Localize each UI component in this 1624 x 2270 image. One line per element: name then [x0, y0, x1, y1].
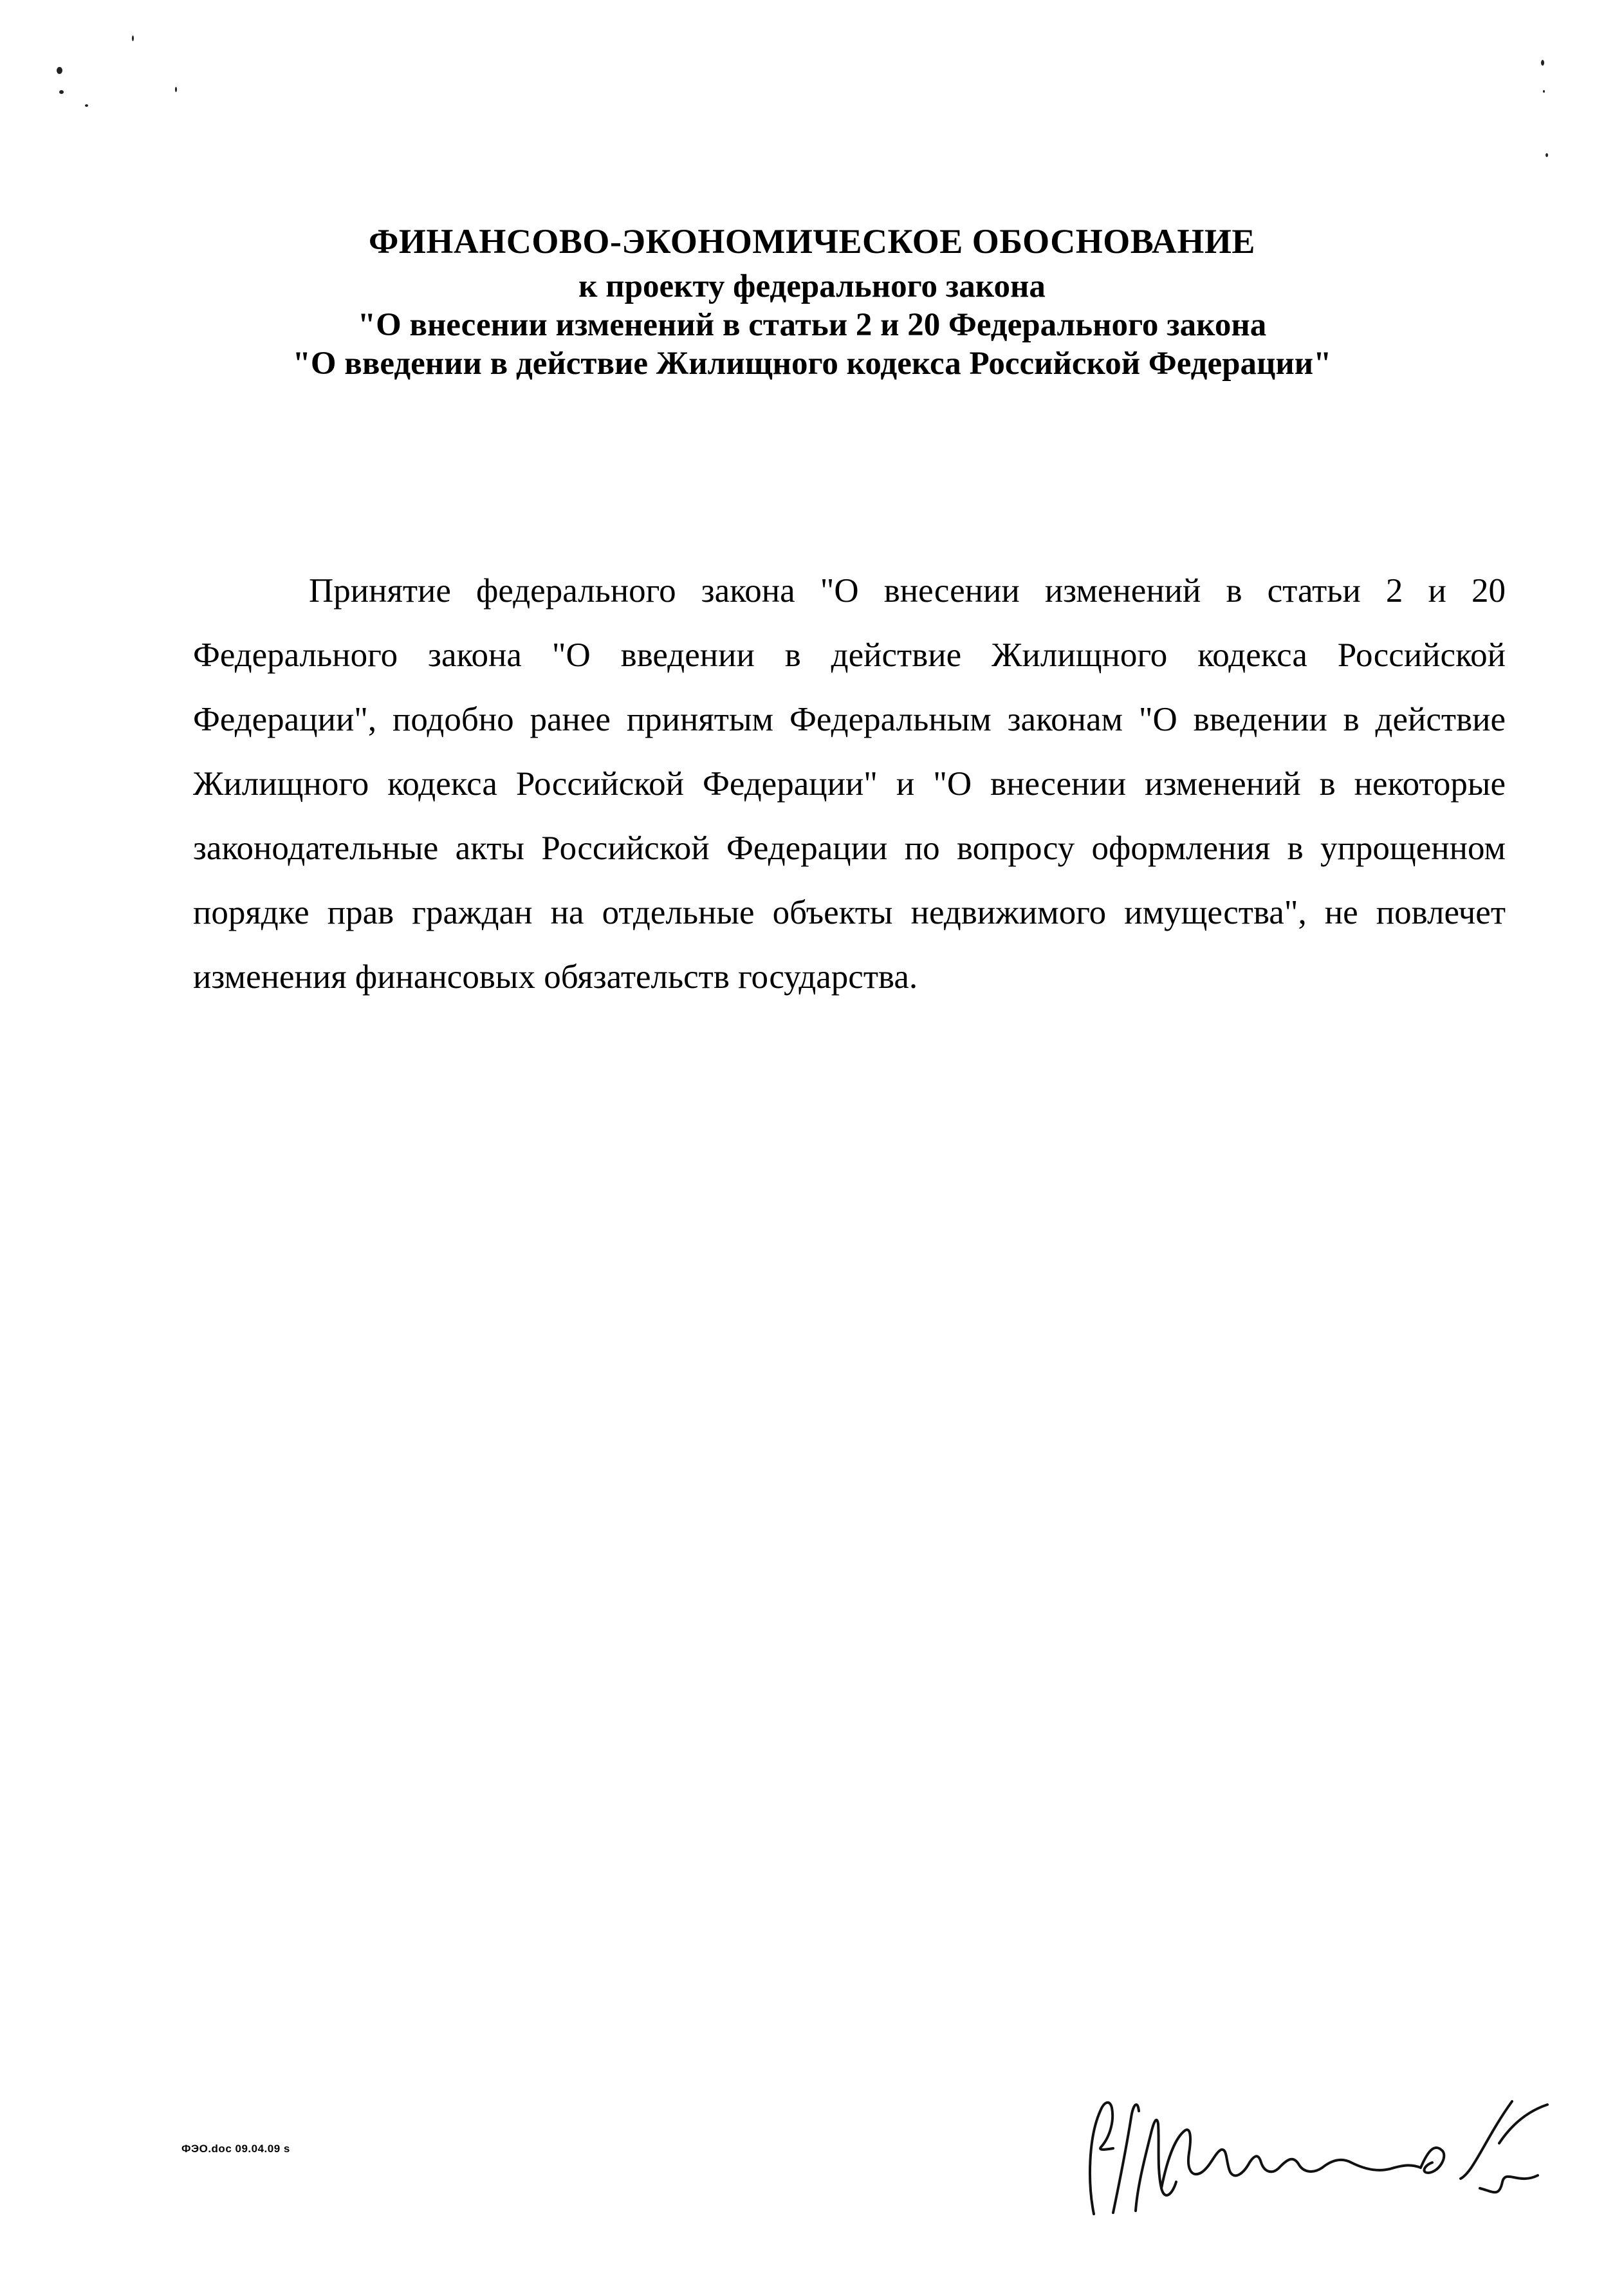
- scan-speck: [59, 90, 64, 94]
- handwritten-signature: [1049, 2040, 1557, 2233]
- file-footer-note: ФЭО.doc 09.04.09 s: [181, 2143, 290, 2155]
- scan-speck: [1543, 90, 1545, 93]
- scan-speck: [1546, 153, 1548, 157]
- subtitle-line: "О введении в действие Жилищного кодекса Российской Федерации": [292, 346, 1332, 382]
- body-paragraph: Принятие федерального закона "О внесении изменений в статьи 2 и 20 Федерального закона "О введении в действие Жилищного кодекса Российской Федерации", подобно ранее принятым Федеральным законам "О введении в действие Жилищного кодекса Российской Федерации" и "О внесении изменений в некоторые законодательные акты Российской Федерации по вопросу оформления в упрощенном порядке прав граждан на отдельные объекты недвижимого имущества", не повлечет изменения финансовых обязательств государства.: [193, 572, 1506, 996]
- scan-speck: [175, 87, 177, 92]
- title-line: ФИНАНСОВО-ЭКОНОМИЧЕСКОЕ ОБОСНОВАНИЕ: [369, 222, 1255, 261]
- scan-speck: [57, 67, 62, 74]
- body-paragraph-block: [193, 559, 1506, 1009]
- document-title: [193, 216, 1431, 383]
- scan-speck: [85, 104, 88, 107]
- subtitle-line: "О внесении изменений в статьи 2 и 20 Федерального закона: [357, 307, 1267, 343]
- scan-speck: [1541, 60, 1544, 66]
- scan-speck: [132, 35, 134, 41]
- subtitle-line: к проекту федерального закона: [578, 268, 1046, 304]
